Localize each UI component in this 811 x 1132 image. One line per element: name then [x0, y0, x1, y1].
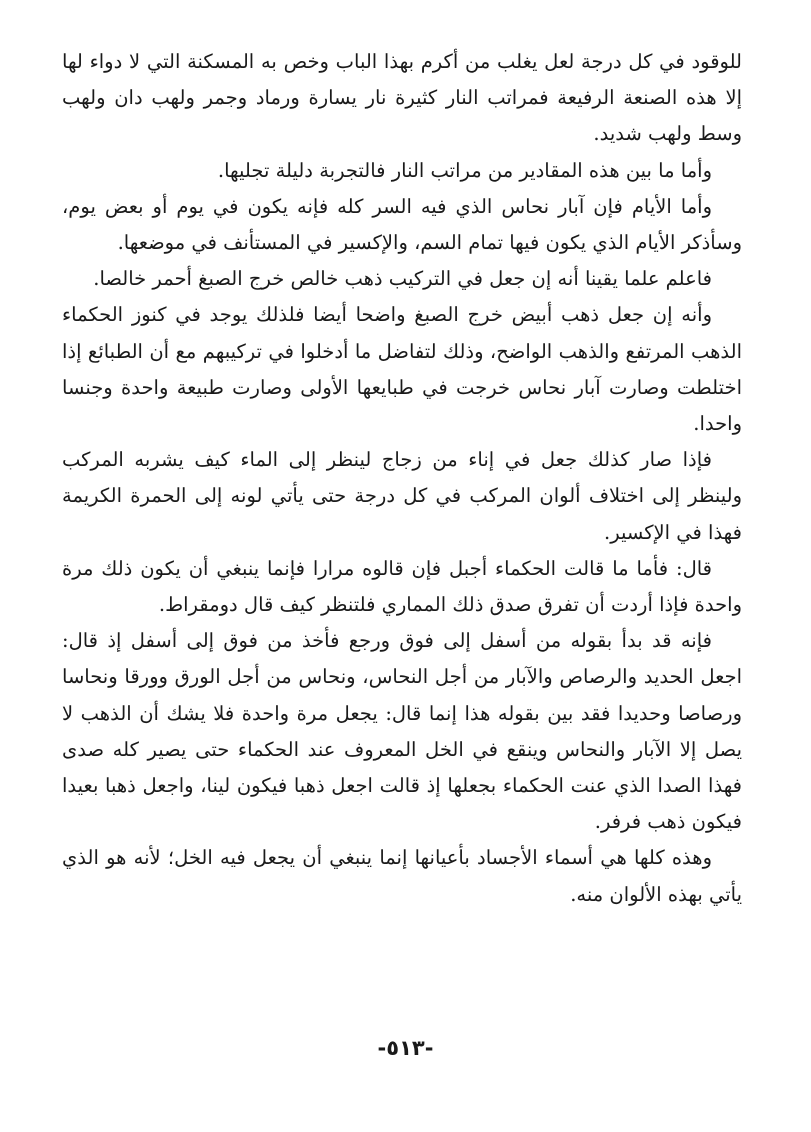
- paragraph-6: فإذا صار كذلك جعل في إناء من زجاج لينظر إلى الماء كيف يشربه المركب ولينظر إلى اختلاف ألوان المركب في كل درجة حتى يأتي لونه إلى الحمرة الكريمة فهذا في الإكسير.: [62, 448, 742, 544]
- paragraph-3: وأما الأيام فإن آبار نحاس الذي فيه السر كله فإنه يكون في يوم أو بعض يوم، وسأذكر الأيام الذي يكون فيها تمام السم، والإكسير في المستأنف في موضعها.: [62, 194, 742, 255]
- paragraph-8: فإنه قد بدأ بقوله من أسفل إلى فوق ورجع فأخذ من فوق إلى أسفل إذ قال: اجعل الحديد والرصاص والآبار من أجل النحاس، ونحاس من أجل الورق وورقا ونحاسا ورصاصا وحديدا فقد بين بقوله هذا إنما قال: يجعل مرة واحدة فلا يشك أن الذهب لا يصل إلا الآبار والنحاس وينقع في الخل المعروف عند الحكماء حتى يصير كله صدى فهذا الصدا الذي عنت الحكماء بجعلها إذ قالت اجعل ذهبا فيكون لينا، واجعل ذهبا بعيدا فيكون ذهب فرفر.: [62, 629, 742, 834]
- paragraph-9: وهذه كلها هي أسماء الأجساد بأعيانها إنما ينبغي أن يجعل فيه الخل؛ لأنه هو الذي يأتي بهذه الألوان منه.: [62, 846, 742, 906]
- paragraph-5: وأنه إن جعل ذهب أبيض خرج الصبغ واضحا أيضا فلذلك يوجد في كنوز الحكماء الذهب المرتفع والذهب الواضح، وذلك لتفاضل ما أدخلوا في تركيبهم مع أن الطبائع إذا اختلطت وصارت آبار نحاس خرجت في طبايعها الأولى وصارت طبيعة واحدة وجنسا واحدا.: [62, 303, 742, 436]
- paragraph-1: للوقود في كل درجة لعل يغلب من أكرم بهذا الباب وخص به المسكنة التي لا دواء لها إلا هذه الصنعة الرفيعة فمراتب النار كثيرة نار يسارة ورماد وجمر ولهب دان ولهب وسط ولهب شديد.: [62, 50, 742, 146]
- paragraph-4: فاعلم علما يقينا أنه إن جعل في التركيب ذهب خالص خرج الصبغ أحمر خالصا.: [93, 267, 712, 291]
- page-body: [62, 44, 742, 913]
- paragraph-2: وأما ما بين هذه المقادير من مراتب النار فالتجربة دليلة تجليها.: [217, 158, 712, 182]
- page-number: -٥١٣-: [377, 1036, 434, 1060]
- paragraph-7: قال: فأما ما قالت الحكماء أجبل فإن قالوه مرارا فإنما ينبغي أن يكون ذلك مرة واحدة فإذا أردت أن تفرق صدق ذلك المماري فلتنظر كيف قال دومقراط.: [62, 556, 742, 617]
